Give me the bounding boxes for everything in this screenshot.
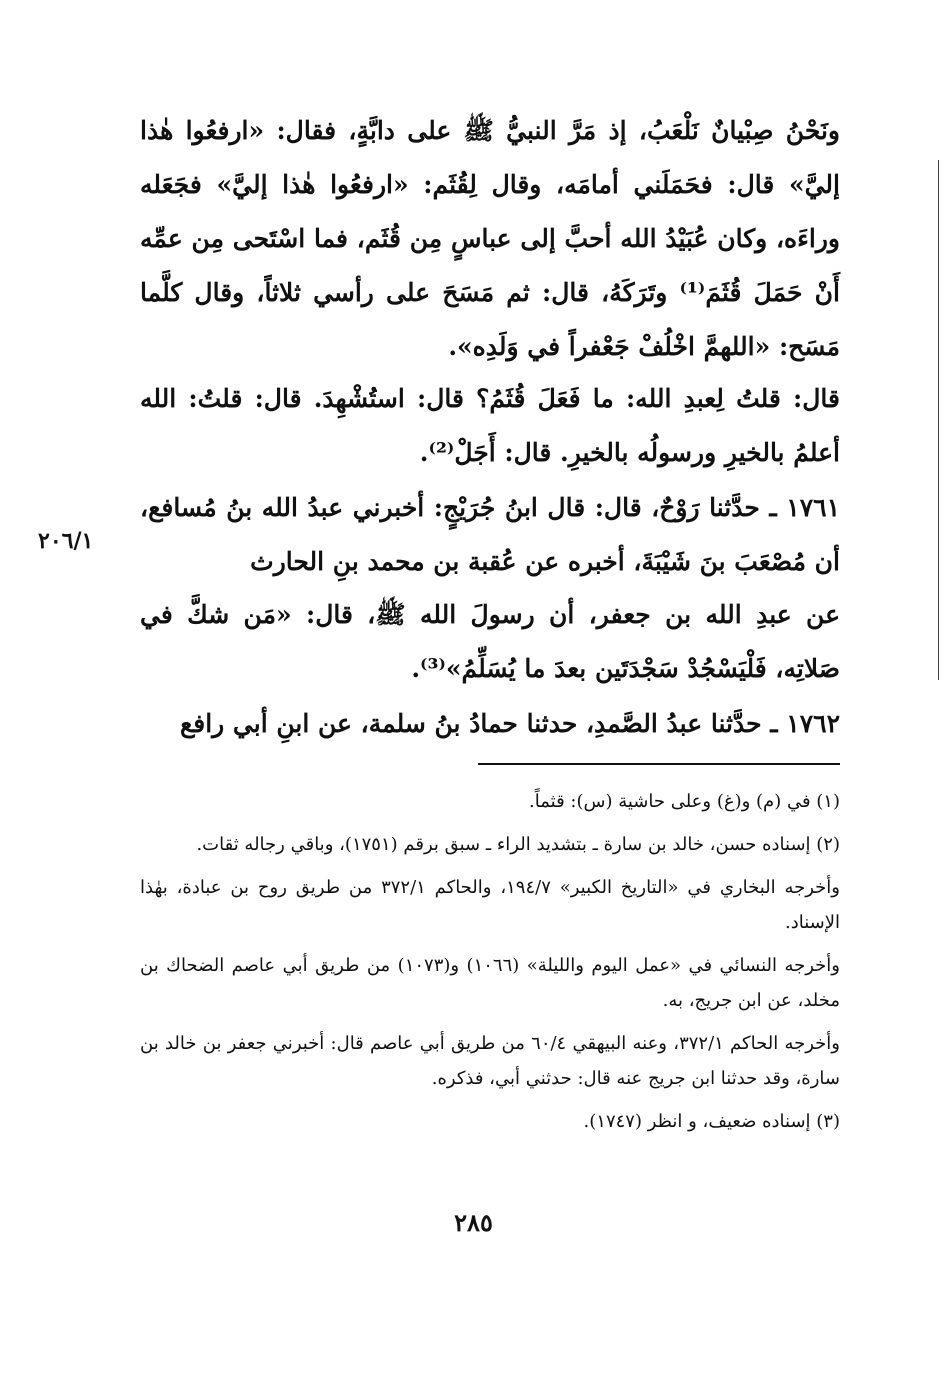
footnote-1: (١) في (م) و(غ) وعلى حاشية (س): قثماً.: [529, 791, 840, 812]
page-edge-line: [938, 160, 939, 680]
footnote-divider: [478, 763, 840, 765]
footnote-2-bukhari: وأخرجه البخاري في «التاريخ الكبير» ١٩٤/٧، والحاكم ٣٧٢/١ من طريق روح بن عبادة، بهٰذا الإسناد.: [140, 877, 841, 933]
footnote-3: (٣) إسناده ضعيف، و انظر (١٧٤٧).: [583, 1111, 840, 1132]
footnote-2: (٢) إسناده حسن، خالد بن سارة ـ بتشديد الراء ـ سبق برقم (١٧٥١)، وباقي رجاله ثقات.: [196, 834, 840, 855]
margin-reference: ٢٠٦/١: [38, 528, 94, 554]
page-number: ٢٨٥: [454, 1208, 493, 1237]
footnote-2-hakim: وأخرجه الحاكم ٣٧٢/١، وعنه البيهقي ٦٠/٤ من طريق أبي عاصم قال: أخبرني جعفر بن خالد بن سارة، وقد حدثنا ابن جريج عنه قال: حدثني أبي، فذكره.: [140, 1033, 840, 1089]
hadith-1762-isnad: ١٧٦٢ ـ حدَّثنا عبدُ الصَّمدِ، حدثنا حمادُ بنُ سلمة، عن ابنِ أبي رافع: [179, 709, 840, 738]
footnote-2-nasai: وأخرجه النسائي في «عمل اليوم والليلة» (١٠٦٦) و(١٠٧٣) من طريق أبي عاصم الضحاك بن مخلد، عن ابن جريج، به.: [140, 955, 840, 1011]
hadith-text-paragraph-1: ونَحْنُ صِبْيانٌ نَلْعَبُ، إذ مَرَّ النبيُّ ﷺ على دابَّةٍ، فقال: «ارفعُوا هٰذا إليَّ» قال: فحَمَلَني أمامَه، وقال لِقُثَم: «ارفعُوا هٰذا إليَّ» فجَعَله وراءَه، وكان عُبَيْدُ الله أحبَّ إلى عباسٍ مِن قُثَم، فما اسْتَحى مِن عمِّه أَنْ حَمَلَ قُثَمَ⁽¹⁾ وتَرَكَهُ، قال: ثم مَسَحَ على رأسي ثلاثاً، وقال كلَّما مَسَح: «اللهمَّ اخْلُفْ جَعْفراً في وَلَدِه».: [140, 116, 840, 361]
hadith-1761-matn: عن عبدِ الله بن جعفر، أن رسولَ الله ﷺ، قال: «مَن شكَّ في صَلاتِه، فَلْيَسْجُدْ سَجْدَتَين بعدَ ما يُسَلِّمُ»⁽³⁾.: [140, 600, 840, 683]
hadith-1761-isnad: ١٧٦١ ـ حدَّثنا رَوْحٌ، قال: قال ابنُ جُرَيْجٍ: أخبرني عبدُ الله بنُ مُسافع، أن مُصْعَبَ بنَ شَيْبَةَ، أخبره عن عُقبة بن محمد بنِ الحارث: [140, 493, 840, 576]
hadith-text-paragraph-2: قال: قلتُ لِعبدِ الله: ما فَعَلَ قُثَمُ؟ قال: استُشْهِدَ. قال: قلتُ: الله أعلمُ بالخيرِ ورسولُه بالخيرِ. قال: أَجَلْ⁽²⁾.: [140, 384, 840, 467]
footnotes: [140, 784, 840, 1147]
